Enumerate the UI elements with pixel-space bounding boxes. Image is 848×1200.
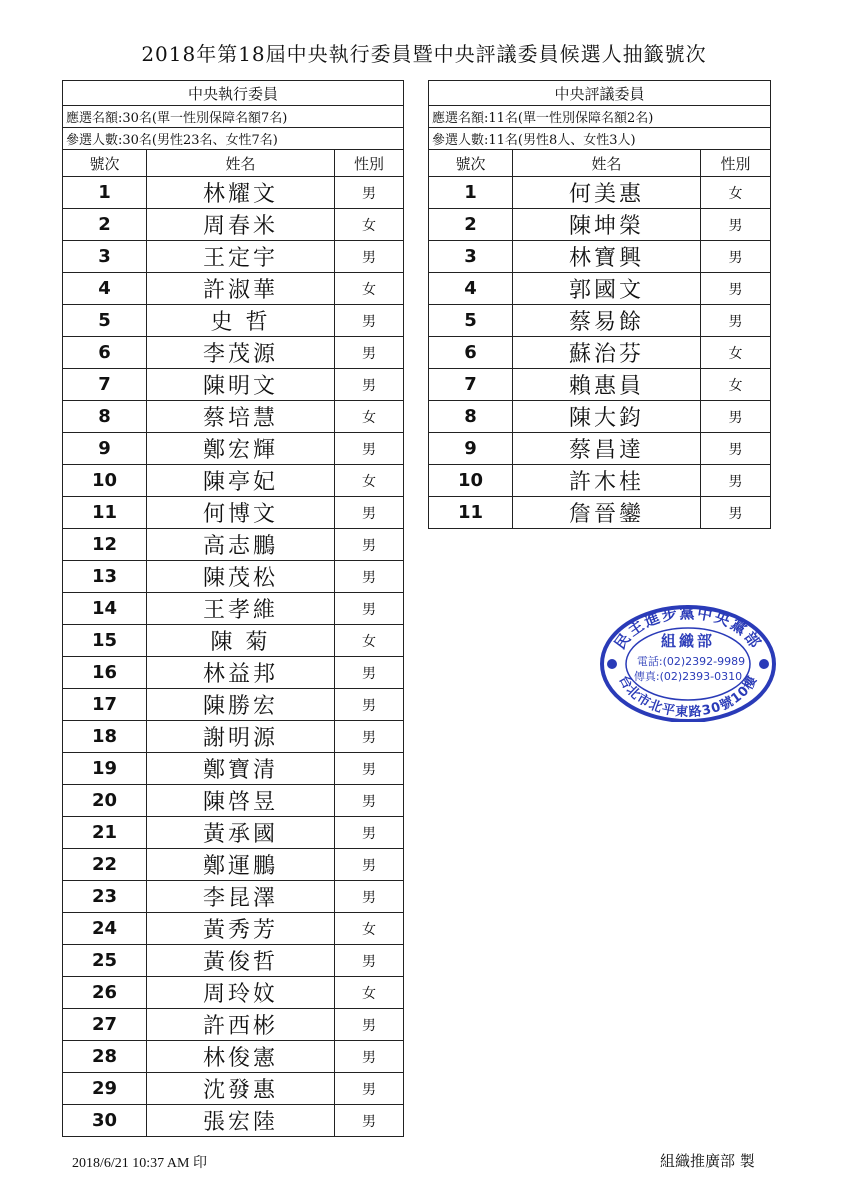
table-row	[63, 1041, 404, 1073]
candidate-number: 16	[63, 657, 147, 689]
candidate-name: 陳啓昱	[147, 785, 335, 817]
candidate-number: 21	[63, 817, 147, 849]
candidate-name: 周春米	[147, 209, 335, 241]
candidate-number: 4	[429, 273, 513, 305]
candidate-gender: 女	[335, 273, 404, 305]
table-row	[63, 433, 404, 465]
candidate-gender: 男	[335, 593, 404, 625]
table-row	[63, 465, 404, 497]
candidate-name: 李昆澤	[147, 881, 335, 913]
candidate-number: 9	[63, 433, 147, 465]
table-row	[63, 753, 404, 785]
candidate-name: 林寶興	[513, 241, 701, 273]
candidate-gender: 男	[701, 433, 771, 465]
candidate-number: 22	[63, 849, 147, 881]
candidate-name: 蔡易餘	[513, 305, 701, 337]
table-row	[63, 337, 404, 369]
candidate-name: 史 哲	[147, 305, 335, 337]
table-row	[429, 273, 771, 305]
table-row	[63, 401, 404, 433]
candidate-name: 林耀文	[147, 177, 335, 209]
candidate-number: 13	[63, 561, 147, 593]
table-row	[63, 977, 404, 1009]
table-row	[63, 721, 404, 753]
table-row	[63, 273, 404, 305]
candidate-gender: 男	[335, 1009, 404, 1041]
candidate-gender: 男	[335, 785, 404, 817]
candidate-number: 24	[63, 913, 147, 945]
candidate-name: 陳茂松	[147, 561, 335, 593]
table-row	[63, 177, 404, 209]
candidate-number: 5	[63, 305, 147, 337]
candidate-gender: 男	[701, 465, 771, 497]
candidate-gender: 女	[335, 913, 404, 945]
table-row	[63, 1105, 404, 1137]
candidate-name: 陳 菊	[147, 625, 335, 657]
candidate-name: 郭國文	[513, 273, 701, 305]
candidate-gender: 女	[335, 209, 404, 241]
candidate-number: 30	[63, 1105, 147, 1137]
candidate-name: 陳大鈞	[513, 401, 701, 433]
stamp-address: 台北市北平東路30號10樓	[615, 673, 761, 721]
candidates-count-line: 參選人數:30名(男性23名、女性7名)	[63, 128, 404, 150]
column-header-name: 姓名	[513, 150, 701, 177]
candidate-name: 陳勝宏	[147, 689, 335, 721]
table-row	[429, 465, 771, 497]
candidate-name: 賴惠員	[513, 369, 701, 401]
candidate-number: 23	[63, 881, 147, 913]
table-row	[63, 817, 404, 849]
candidate-gender: 女	[335, 977, 404, 1009]
candidate-name: 許淑華	[147, 273, 335, 305]
print-timestamp: 2018/6/21 10:37 AM 印	[72, 1156, 207, 1171]
candidate-gender: 女	[701, 337, 771, 369]
candidate-name: 王定宇	[147, 241, 335, 273]
table-row	[63, 593, 404, 625]
candidate-number: 29	[63, 1073, 147, 1105]
candidate-number: 9	[429, 433, 513, 465]
review-committee-table	[428, 80, 771, 529]
candidate-number: 8	[63, 401, 147, 433]
candidate-number: 14	[63, 593, 147, 625]
candidate-gender: 男	[335, 1041, 404, 1073]
candidate-number: 2	[429, 209, 513, 241]
candidate-gender: 男	[701, 273, 771, 305]
candidate-gender: 男	[335, 433, 404, 465]
table-row	[429, 305, 771, 337]
candidate-number: 5	[429, 305, 513, 337]
candidate-name: 鄭寶清	[147, 753, 335, 785]
candidate-gender: 男	[701, 209, 771, 241]
candidate-number: 12	[63, 529, 147, 561]
table-row	[429, 433, 771, 465]
candidate-name: 陳亭妃	[147, 465, 335, 497]
candidate-gender: 男	[335, 689, 404, 721]
candidate-name: 鄭運鵬	[147, 849, 335, 881]
candidate-number: 8	[429, 401, 513, 433]
candidate-number: 27	[63, 1009, 147, 1041]
stamp-phone: 電話:(02)2392-9989	[636, 655, 746, 668]
candidates-count-line: 參選人數:11名(男性8人、女性3人)	[429, 128, 771, 150]
candidate-gender: 男	[701, 305, 771, 337]
candidate-name: 黃承國	[147, 817, 335, 849]
table-row	[63, 561, 404, 593]
table-caption: 中央執行委員	[63, 81, 404, 106]
candidate-name: 沈發惠	[147, 1073, 335, 1105]
candidate-name: 何美惠	[513, 177, 701, 209]
candidate-number: 26	[63, 977, 147, 1009]
candidate-number: 20	[63, 785, 147, 817]
table-row	[429, 209, 771, 241]
party-seal-stamp	[598, 602, 778, 722]
executive-committee-table	[62, 80, 404, 1137]
candidate-number: 25	[63, 945, 147, 977]
candidate-number: 4	[63, 273, 147, 305]
table-row	[429, 497, 771, 529]
candidate-name: 黃俊哲	[147, 945, 335, 977]
table-row	[63, 657, 404, 689]
candidate-number: 28	[63, 1041, 147, 1073]
candidate-number: 10	[63, 465, 147, 497]
candidate-name: 周玲妏	[147, 977, 335, 1009]
quota-line: 應選名額:11名(單一性別保障名額2名)	[429, 106, 771, 128]
candidate-name: 陳明文	[147, 369, 335, 401]
candidate-name: 蔡昌達	[513, 433, 701, 465]
candidate-name: 詹晉鑾	[513, 497, 701, 529]
candidate-gender: 男	[335, 529, 404, 561]
candidate-gender: 女	[335, 401, 404, 433]
candidate-number: 6	[63, 337, 147, 369]
column-header-number: 號次	[429, 150, 513, 177]
candidate-number: 1	[429, 177, 513, 209]
candidate-number: 17	[63, 689, 147, 721]
quota-line: 應選名額:30名(單一性別保障名額7名)	[63, 106, 404, 128]
candidate-name: 鄭宏輝	[147, 433, 335, 465]
table-row	[429, 241, 771, 273]
table-row	[63, 497, 404, 529]
stamp-fax: 傳真:(02)2393-0310	[633, 670, 743, 683]
candidate-name: 李茂源	[147, 337, 335, 369]
table-row	[63, 913, 404, 945]
candidate-number: 11	[429, 497, 513, 529]
table-row	[63, 785, 404, 817]
candidate-gender: 男	[701, 241, 771, 273]
candidate-number: 15	[63, 625, 147, 657]
candidate-gender: 男	[335, 241, 404, 273]
candidate-gender: 男	[335, 177, 404, 209]
candidate-gender: 女	[701, 177, 771, 209]
candidate-gender: 男	[335, 753, 404, 785]
column-header-gender: 性別	[701, 150, 771, 177]
table-row	[63, 305, 404, 337]
candidate-name: 林益邦	[147, 657, 335, 689]
candidate-gender: 男	[335, 305, 404, 337]
table-row	[429, 177, 771, 209]
candidate-number: 11	[63, 497, 147, 529]
column-header-number: 號次	[63, 150, 147, 177]
candidate-name: 蘇治芬	[513, 337, 701, 369]
candidate-name: 林俊憲	[147, 1041, 335, 1073]
candidate-gender: 男	[335, 721, 404, 753]
candidate-gender: 男	[335, 561, 404, 593]
candidate-name: 陳坤榮	[513, 209, 701, 241]
candidate-gender: 男	[335, 337, 404, 369]
candidate-gender: 男	[335, 1073, 404, 1105]
candidate-gender: 男	[701, 497, 771, 529]
candidate-gender: 男	[335, 1105, 404, 1137]
candidate-name: 高志鵬	[147, 529, 335, 561]
candidate-gender: 女	[335, 465, 404, 497]
candidate-gender: 女	[335, 625, 404, 657]
candidate-name: 許木桂	[513, 465, 701, 497]
candidate-name: 蔡培慧	[147, 401, 335, 433]
stamp-ring-text: 民主進步黨中央黨部	[610, 604, 766, 653]
candidate-number: 6	[429, 337, 513, 369]
candidate-number: 7	[63, 369, 147, 401]
table-row	[429, 369, 771, 401]
table-row	[63, 1073, 404, 1105]
candidate-name: 黃秀芳	[147, 913, 335, 945]
candidate-gender: 男	[701, 401, 771, 433]
candidate-name: 謝明源	[147, 721, 335, 753]
column-header-gender: 性別	[335, 150, 404, 177]
document-title: 2018年第18屆中央執行委員暨中央評議委員候選人抽籤號次	[141, 42, 707, 66]
candidate-number: 10	[429, 465, 513, 497]
table-row	[63, 241, 404, 273]
candidate-gender: 男	[335, 945, 404, 977]
candidate-number: 1	[63, 177, 147, 209]
candidate-number: 3	[429, 241, 513, 273]
table-row	[63, 369, 404, 401]
table-row	[429, 401, 771, 433]
table-row	[63, 849, 404, 881]
candidate-gender: 男	[335, 881, 404, 913]
candidate-number: 19	[63, 753, 147, 785]
candidate-gender: 男	[335, 369, 404, 401]
candidate-gender: 男	[335, 657, 404, 689]
maker-credit: 組織推廣部 製	[660, 1152, 755, 1170]
candidate-number: 18	[63, 721, 147, 753]
table-row	[63, 689, 404, 721]
table-row	[63, 625, 404, 657]
table-row	[63, 529, 404, 561]
candidate-name: 張宏陸	[147, 1105, 335, 1137]
candidate-gender: 男	[335, 849, 404, 881]
table-row	[429, 337, 771, 369]
table-row	[63, 881, 404, 913]
candidate-gender: 女	[701, 369, 771, 401]
table-row	[63, 945, 404, 977]
stamp-department: 組織部	[660, 632, 716, 650]
candidate-number: 7	[429, 369, 513, 401]
candidate-name: 王孝維	[147, 593, 335, 625]
table-row	[63, 1009, 404, 1041]
candidate-number: 3	[63, 241, 147, 273]
table-row	[63, 209, 404, 241]
column-header-name: 姓名	[147, 150, 335, 177]
candidate-gender: 男	[335, 497, 404, 529]
candidate-name: 何博文	[147, 497, 335, 529]
candidate-name: 許西彬	[147, 1009, 335, 1041]
candidate-gender: 男	[335, 817, 404, 849]
candidate-number: 2	[63, 209, 147, 241]
table-caption: 中央評議委員	[429, 81, 771, 106]
